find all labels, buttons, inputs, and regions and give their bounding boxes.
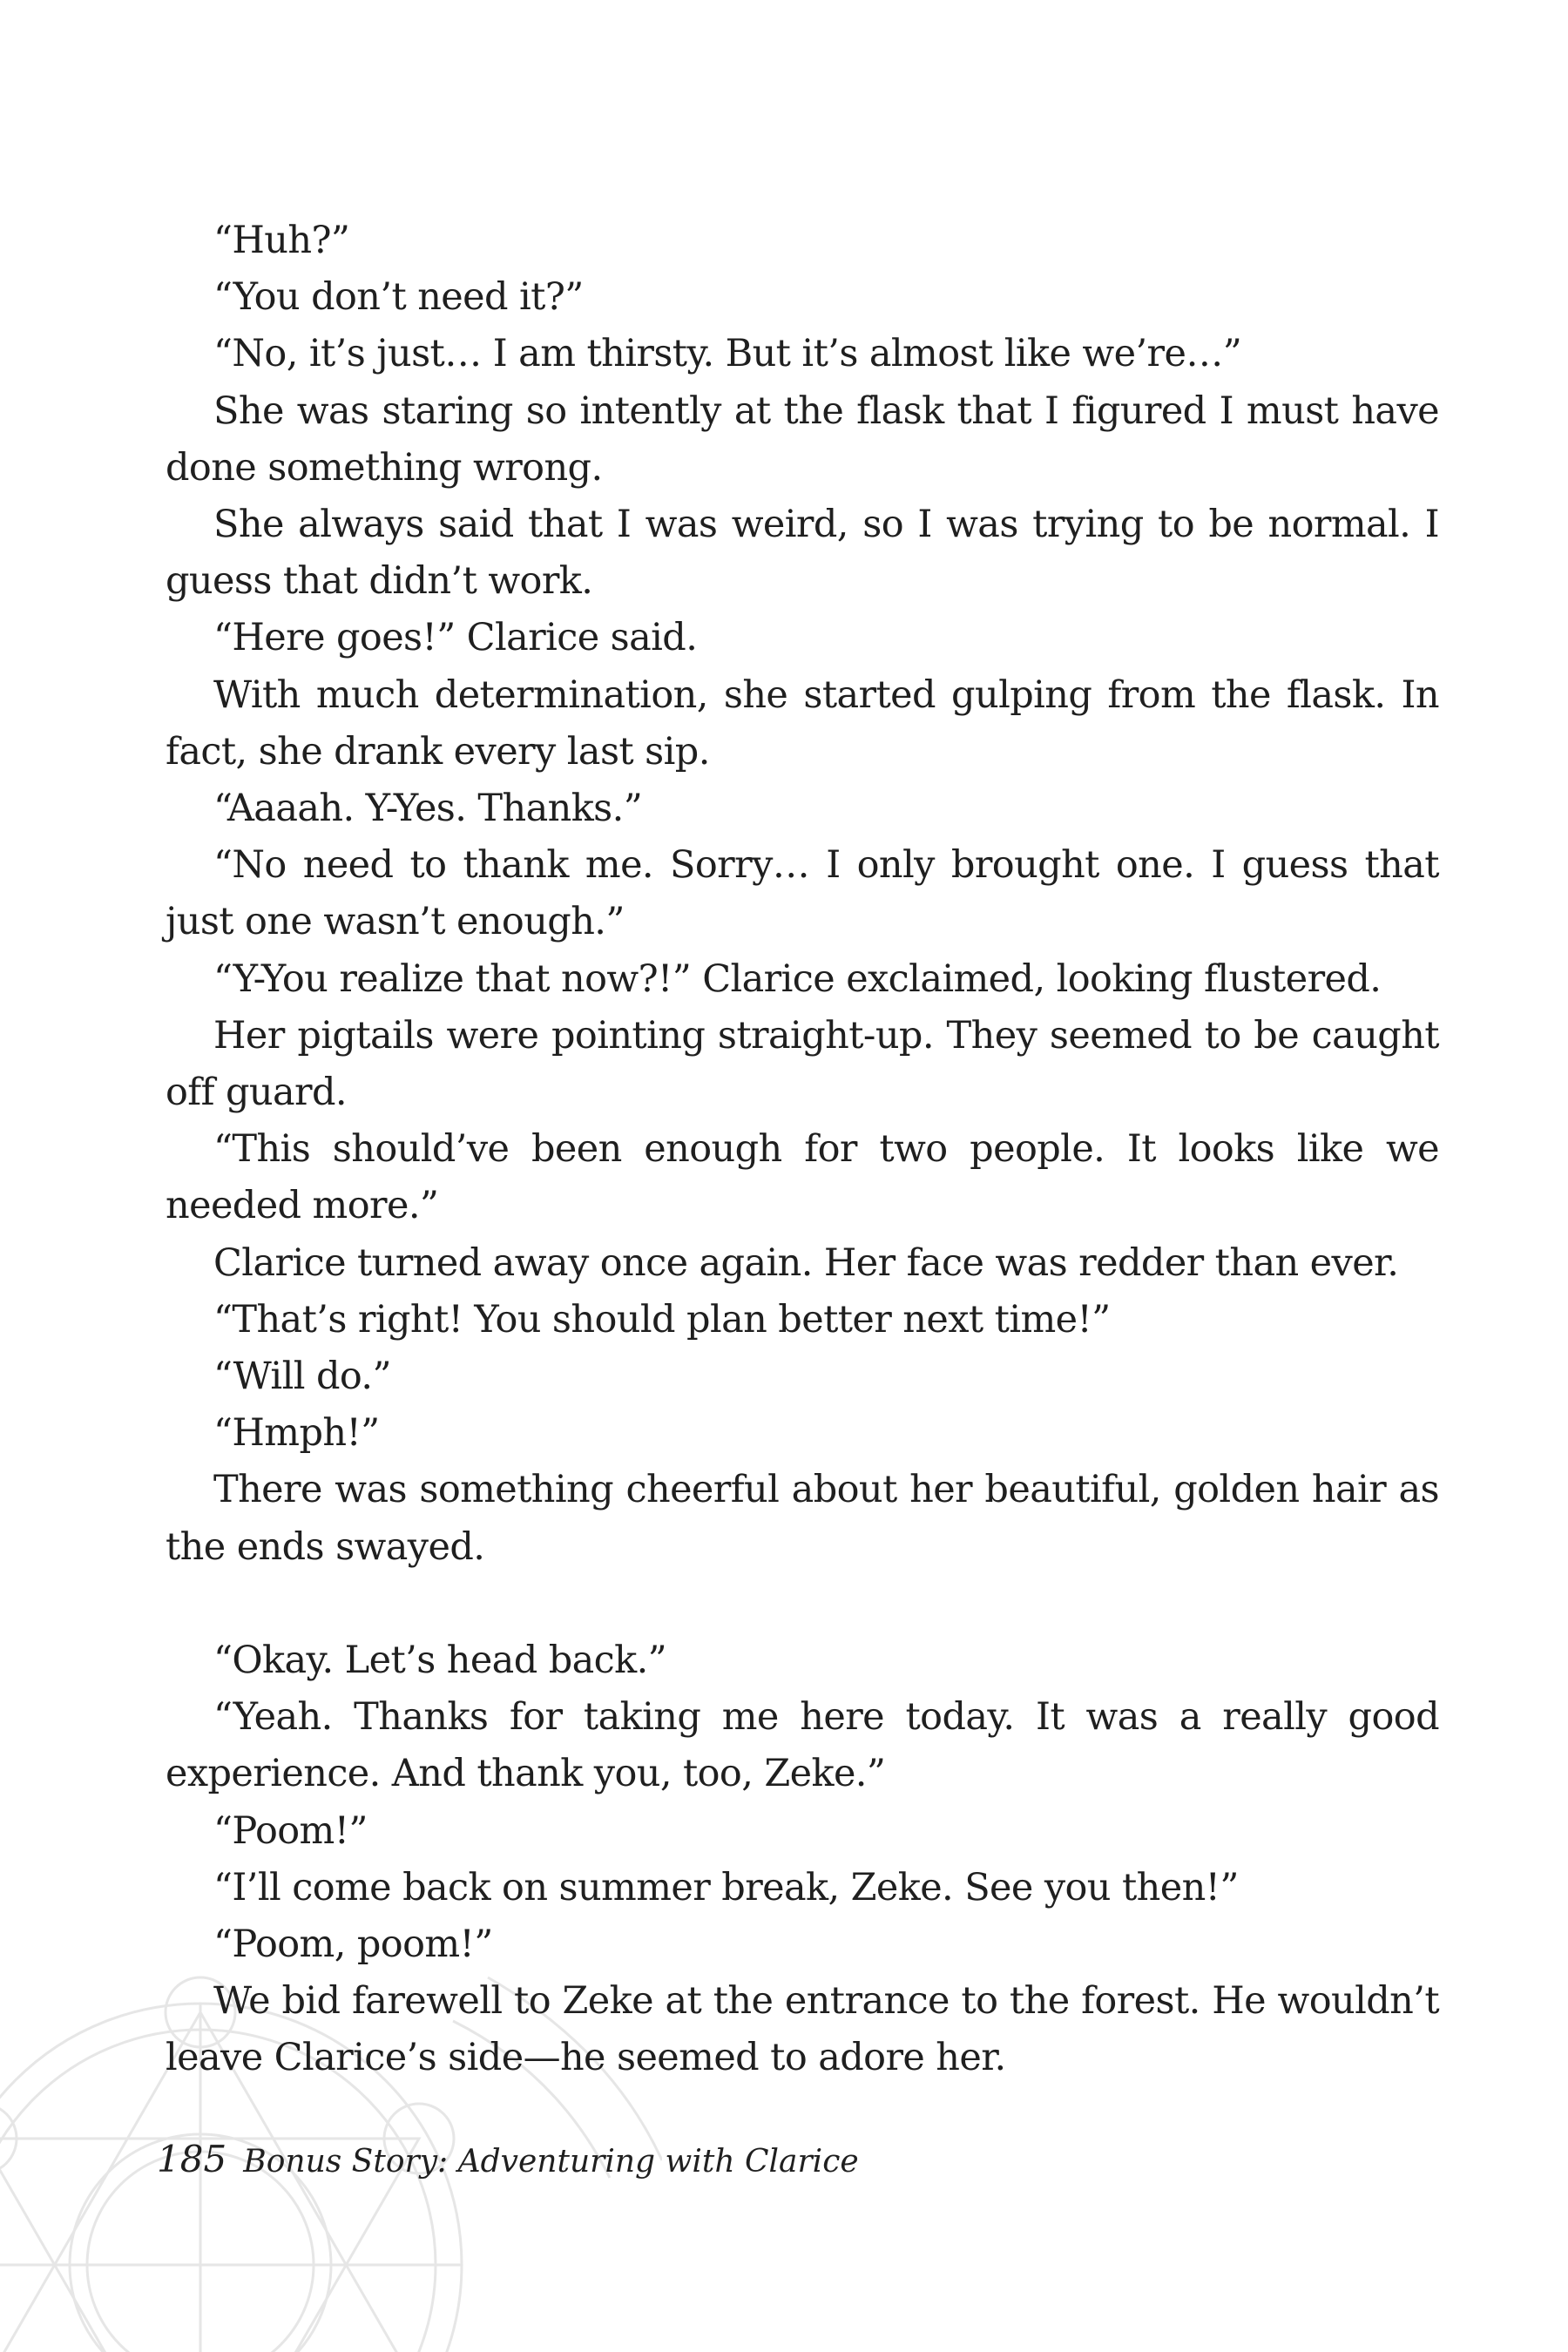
- paragraph: “This should’ve been enough for two people. It looks like we needed more.”: [166, 1127, 1439, 1228]
- paragraph: We bid farewell to Zeke at the entrance to the forest. He wouldn’t leave Clarice’s side—he seemed to adore her.: [166, 1979, 1439, 2080]
- paragraph: “Here goes!” Clarice said.: [213, 616, 698, 660]
- page-number: 185: [157, 2138, 227, 2180]
- paragraph: “Aaaah. Y-Yes. Thanks.”: [213, 787, 643, 831]
- paragraph: “No, it’s just… I am thirsty. But it’s almost like we’re…”: [213, 332, 1242, 376]
- paragraph: With much determination, she started gulping from the flask. In fact, she drank every last sip.: [166, 672, 1439, 774]
- paragraph: “Okay. Let’s head back.”: [213, 1639, 667, 1683]
- body-text: [166, 213, 1439, 2087]
- paragraph: She always said that I was weird, so I was trying to be normal. I guess that didn’t work.: [166, 503, 1439, 604]
- paragraph: “Hmph!”: [213, 1411, 380, 1456]
- paragraph: “Poom, poom!”: [213, 1923, 493, 1967]
- paragraph: “I’ll come back on summer break, Zeke. See you then!”: [213, 1865, 1239, 1909]
- paragraph: “You don’t need it?”: [213, 275, 584, 320]
- paragraph: Her pigtails were pointing straight-up. They seemed to be caught off guard.: [166, 1013, 1439, 1115]
- scene-break: [166, 1576, 1439, 1632]
- page-footer: [157, 2138, 859, 2180]
- paragraph: “No need to thank me. Sorry… I only brought one. I guess that just one wasn’t enough.”: [166, 843, 1439, 944]
- paragraph: “That’s right! You should plan better next time!”: [213, 1297, 1111, 1342]
- paragraph: She was staring so intently at the flask that I figured I must have done something wrong.: [166, 389, 1439, 490]
- paragraph: “Yeah. Thanks for taking me here today. It was a really good experience. And thank you, too, Zeke.”: [166, 1695, 1439, 1796]
- paragraph: “Will do.”: [213, 1355, 391, 1399]
- paragraph: Clarice turned away once again. Her face was redder than ever.: [213, 1240, 1399, 1285]
- paragraph: “Y-You realize that now?!” Clarice exclaimed, looking flustered.: [213, 956, 1382, 1001]
- running-title: Bonus Story: Adventuring with Clarice: [243, 2144, 859, 2180]
- paragraph: There was something cheerful about her beautiful, golden hair as the ends swayed.: [166, 1468, 1439, 1569]
- paragraph: “Poom!”: [213, 1808, 368, 1853]
- paragraph: “Huh?”: [213, 219, 350, 262]
